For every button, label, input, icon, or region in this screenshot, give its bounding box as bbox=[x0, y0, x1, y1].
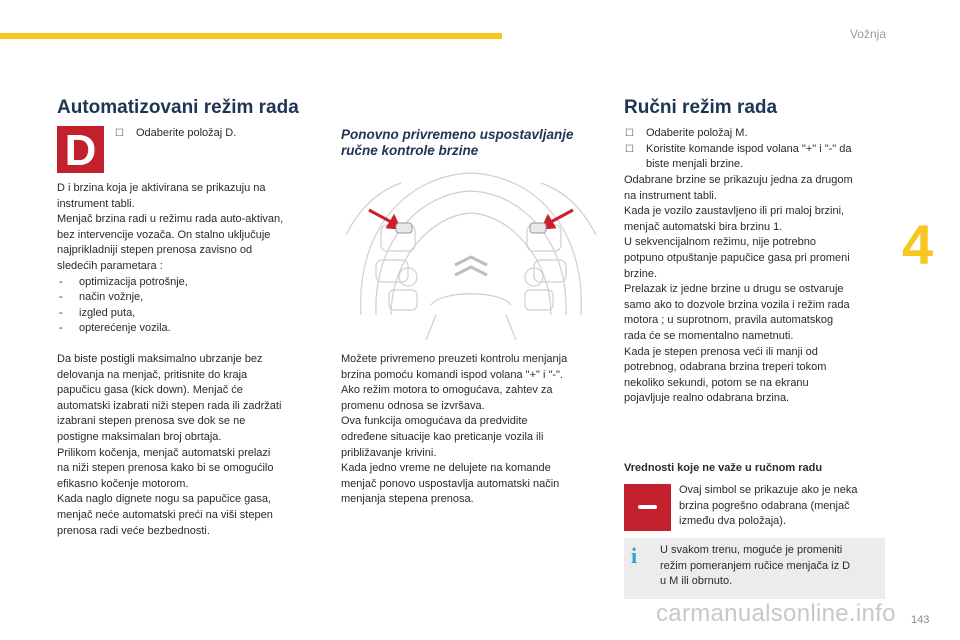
right-section-title: Ručni režim rada bbox=[624, 97, 778, 118]
left-section-title: Automatizovani režim rada bbox=[57, 97, 299, 118]
wrong-gear-symbol bbox=[624, 484, 671, 531]
right-subheading: Vrednosti koje ne važe u ručnom radu bbox=[624, 462, 823, 474]
left-paragraph-2: Da biste postigli maksimalno ubrzanje bez delovanja na menjač, pritisnite do kraja papučicu gasa (kick down). Menjač će automatski izabrati niži stepen rada ili zadržati izabrani stepen prenosa sve dok se ne postigne maksimalan broj obrtaja. Prilikom kočenja, menjač automatski prelazi na niži stepen prenosa kako bi se omogućilo efikasno kočenje motorom. Kada naglo dignete nogu sa papučice gasa, menjač neće automatski preći na viši stepen prenosa radi veće bezbednosti. bbox=[57, 353, 282, 537]
chapter-number: 4 bbox=[902, 213, 934, 276]
left-step: ☐ Odaberite položaj D. bbox=[114, 126, 314, 142]
param-item: - način vožnje, bbox=[57, 290, 322, 306]
running-title: Vožnja bbox=[849, 27, 886, 41]
symbol-description: Ovaj simbol se prikazuje ako je neka brzina pogrešno odabrana (menjač između dva položaja). bbox=[679, 484, 858, 528]
header-accent-bar bbox=[0, 33, 502, 39]
gear-d-symbol: D bbox=[57, 126, 104, 173]
watermark: carmanualsonline.info bbox=[656, 600, 896, 627]
dash-icon bbox=[638, 505, 657, 509]
right-step: ☐ Koristite komande ispod volana "+" i "-" da bbox=[624, 142, 886, 158]
param-item: - opterećenje vozila. bbox=[57, 321, 322, 337]
steering-wheel-illustration bbox=[341, 165, 601, 343]
info-icon: i bbox=[631, 543, 638, 568]
right-paragraph: Odabrane brzine se prikazuju jedna za drugom na instrument tabli. Kada je vozilo zaustavljeno ili pri maloj brzini, menjač automatski bira brzinu 1. U sekvencijalnom režimu, nije potrebno potpuno otpuštanje papučice gasa pri promeni brzine. Prelazak iz jedne brzine u drugu se ostvaruje samo ako to dozvole brzina vozila i režim rada motora ; u suprotnom, pravila automatskog rada će se momentalno nametnuti. Kada je stepen prenosa veći ili manji od potrebnog, odabrana brzina treperi tokom nekoliko sekundi, potom se na ekranu pojavljuje realno odabrana brzina. bbox=[624, 174, 853, 405]
param-item: - izgled puta, bbox=[57, 306, 322, 322]
right-step: ☐ Odaberite položaj M. bbox=[624, 126, 886, 142]
middle-section-title: Ponovno privremeno uspostavljanje ručne kontrole brzine bbox=[341, 127, 574, 158]
info-text: U svakom trenu, moguće je promeniti režim pomeranjem ručice menjača iz D u M ili obrnuto. bbox=[660, 544, 851, 588]
left-paragraph-1: D i brzina koja je aktivirana se prikazuju na instrument tabli. Menjač brzina radi u režimu rada auto-aktivan, bez intervencije vozača. On stalno uključuje najprikladniji stepen prenosa zavisno od sledećih parametara : - optimizacija potrošnje, - način vožnje, - izgled puta, - opterećenje vozila. bbox=[57, 181, 322, 337]
right-steps: ☐ Odaberite položaj M. ☐ Koristite komande ispod volana "+" i "-" da biste menjali brzine. bbox=[624, 126, 886, 173]
page-number: 143 bbox=[911, 614, 930, 626]
middle-paragraph: Možete privremeno preuzeti kontrolu menjanja brzina pomoću komandi ispod volana "+" i "-". Ako režim motora to omogućava, zahtev za promenu odnosa se izvršava. Ova funkcija omogućava da predvidite određene situacije kao preticanje vozila ili približavanje krivini. Kada jedno vreme ne delujete na komande menjač ponovo uspostavlja automatski način menjanja stepena prenosa. bbox=[341, 353, 568, 506]
param-item: - optimizacija potrošnje, bbox=[57, 275, 322, 291]
